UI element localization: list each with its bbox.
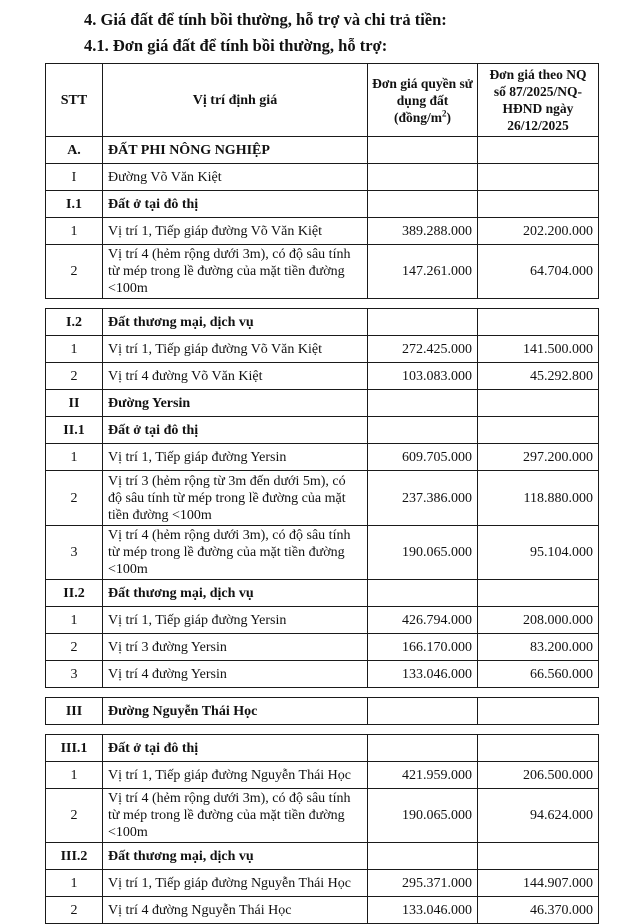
stt-cell: 1	[46, 444, 103, 471]
stt-cell: 3	[46, 661, 103, 688]
table-section-row	[46, 191, 599, 218]
location-cell: Vị trí 4 (hẻm rộng dưới 3m), có độ sâu tính từ mép trong lề đường của mặt tiền đường <100m	[103, 526, 368, 580]
land-use-price-cell: 190.065.000	[368, 526, 478, 580]
resolution-price-cell: 45.292.800	[478, 363, 599, 390]
table-gap-row	[46, 725, 599, 735]
stt-cell: 1	[46, 218, 103, 245]
stt-cell: II.1	[46, 417, 103, 444]
table-section-row	[46, 735, 599, 762]
subsection-heading: 4.1. Đơn giá đất để tính bồi thường, hỗ trợ:	[84, 36, 388, 55]
land-use-price-cell: 421.959.000	[368, 762, 478, 789]
land-use-price-cell	[368, 390, 478, 417]
stt-cell: I.1	[46, 191, 103, 218]
stt-cell: 3	[46, 526, 103, 580]
resolution-price-cell	[478, 698, 599, 725]
table-row	[46, 789, 599, 843]
section-heading: 4. Giá đất để tính bồi thường, hỗ trợ và chi trả tiền:	[84, 10, 447, 29]
stt-cell: 1	[46, 762, 103, 789]
location-cell: Vị trí 4 (hẻm rộng dưới 3m), có độ sâu tính từ mép trong lề đường của mặt tiền đường <100m	[103, 789, 368, 843]
location-cell: Vị trí 1, Tiếp giáp đường Yersin	[103, 444, 368, 471]
resolution-price-cell: 83.200.000	[478, 634, 599, 661]
land-use-price-cell: 237.386.000	[368, 471, 478, 526]
land-use-price-cell	[368, 164, 478, 191]
resolution-price-cell: 141.500.000	[478, 336, 599, 363]
header-stt: STT	[46, 64, 103, 137]
resolution-price-cell	[478, 735, 599, 762]
location-cell: Vị trí 3 đường Yersin	[103, 634, 368, 661]
table-row	[46, 164, 599, 191]
header-price-unit-close: )	[446, 109, 451, 125]
table-row	[46, 526, 599, 580]
table-header-row	[46, 64, 599, 137]
location-cell: ĐẤT PHI NÔNG NGHIỆP	[103, 137, 368, 164]
resolution-price-cell	[478, 417, 599, 444]
resolution-price-cell	[478, 843, 599, 870]
location-cell: Vị trí 4 đường Võ Văn Kiệt	[103, 363, 368, 390]
land-use-price-cell: 426.794.000	[368, 607, 478, 634]
resolution-price-cell	[478, 390, 599, 417]
location-cell: Vị trí 1, Tiếp giáp đường Võ Văn Kiệt	[103, 336, 368, 363]
stt-cell: II.2	[46, 580, 103, 607]
table-section-row	[46, 309, 599, 336]
table-gap-row	[46, 688, 599, 698]
table-gap-row	[46, 299, 599, 309]
location-cell: Vị trí 4 (hẻm rộng dưới 3m), có độ sâu tính từ mép trong lề đường của mặt tiền đường <100m	[103, 245, 368, 299]
location-cell: Đất thương mại, dịch vụ	[103, 580, 368, 607]
location-cell: Đất thương mại, dịch vụ	[103, 309, 368, 336]
land-use-price-cell: 295.371.000	[368, 870, 478, 897]
land-use-price-cell: 103.083.000	[368, 363, 478, 390]
resolution-price-cell	[478, 580, 599, 607]
stt-cell: 2	[46, 245, 103, 299]
stt-cell: A.	[46, 137, 103, 164]
table-body	[46, 137, 599, 924]
land-use-price-cell: 147.261.000	[368, 245, 478, 299]
location-cell: Đất ở tại đô thị	[103, 735, 368, 762]
resolution-price-cell	[478, 309, 599, 336]
land-use-price-cell: 166.170.000	[368, 634, 478, 661]
location-cell: Vị trí 4 đường Nguyễn Thái Học	[103, 897, 368, 924]
table-row	[46, 245, 599, 299]
table-row	[46, 897, 599, 924]
stt-cell: I.2	[46, 309, 103, 336]
location-cell: Vị trí 3 (hẻm rộng từ 3m đến dưới 5m), có độ sâu tính từ mép trong lề đường của mặt tiền đường <100m	[103, 471, 368, 526]
table-section-row	[46, 698, 599, 725]
header-location: Vị trí định giá	[103, 64, 368, 137]
header-price-resolution: Đơn giá theo NQ số 87/2025/NQ-HĐND ngày 26/12/2025	[478, 64, 599, 137]
resolution-price-cell: 297.200.000	[478, 444, 599, 471]
resolution-price-cell: 95.104.000	[478, 526, 599, 580]
location-cell: Đất ở tại đô thị	[103, 417, 368, 444]
table-row	[46, 444, 599, 471]
resolution-price-cell: 202.200.000	[478, 218, 599, 245]
resolution-price-cell: 206.500.000	[478, 762, 599, 789]
land-use-price-cell	[368, 580, 478, 607]
table-gap-cell	[46, 299, 599, 309]
land-use-price-cell	[368, 735, 478, 762]
land-price-table	[45, 63, 599, 924]
resolution-price-cell	[478, 191, 599, 218]
stt-cell: 2	[46, 363, 103, 390]
table-row	[46, 218, 599, 245]
table-section-row	[46, 843, 599, 870]
table-gap-cell	[46, 688, 599, 698]
resolution-price-cell: 94.624.000	[478, 789, 599, 843]
stt-cell: 2	[46, 789, 103, 843]
resolution-price-cell: 208.000.000	[478, 607, 599, 634]
land-use-price-cell	[368, 191, 478, 218]
stt-cell: 2	[46, 471, 103, 526]
table-row	[46, 363, 599, 390]
land-use-price-cell	[368, 137, 478, 164]
table-section-row	[46, 417, 599, 444]
land-use-price-cell: 389.288.000	[368, 218, 478, 245]
table-row	[46, 762, 599, 789]
land-use-price-cell: 190.065.000	[368, 789, 478, 843]
stt-cell: I	[46, 164, 103, 191]
stt-cell: 1	[46, 607, 103, 634]
table-section-row	[46, 580, 599, 607]
table-row	[46, 336, 599, 363]
location-cell: Vị trí 1, Tiếp giáp đường Võ Văn Kiệt	[103, 218, 368, 245]
resolution-price-cell: 66.560.000	[478, 661, 599, 688]
resolution-price-cell: 46.370.000	[478, 897, 599, 924]
land-use-price-cell: 133.046.000	[368, 897, 478, 924]
stt-cell: 1	[46, 336, 103, 363]
land-use-price-cell	[368, 843, 478, 870]
table-gap-cell	[46, 725, 599, 735]
resolution-price-cell	[478, 137, 599, 164]
location-cell: Đất thương mại, dịch vụ	[103, 843, 368, 870]
resolution-price-cell: 144.907.000	[478, 870, 599, 897]
location-cell: Vị trí 1, Tiếp giáp đường Nguyễn Thái Học	[103, 762, 368, 789]
location-cell: Vị trí 4 đường Yersin	[103, 661, 368, 688]
stt-cell: III.2	[46, 843, 103, 870]
stt-cell: III	[46, 698, 103, 725]
location-cell: Đất ở tại đô thị	[103, 191, 368, 218]
table-row	[46, 870, 599, 897]
location-cell: Đường Nguyễn Thái Học	[103, 698, 368, 725]
land-use-price-cell	[368, 309, 478, 336]
land-use-price-cell: 609.705.000	[368, 444, 478, 471]
table-row	[46, 471, 599, 526]
land-use-price-cell	[368, 698, 478, 725]
header-price-land-use	[368, 64, 478, 137]
resolution-price-cell: 64.704.000	[478, 245, 599, 299]
header-price-unit-superscript: 2	[442, 108, 447, 118]
location-cell: Vị trí 1, Tiếp giáp đường Yersin	[103, 607, 368, 634]
stt-cell: III.1	[46, 735, 103, 762]
resolution-price-cell	[478, 164, 599, 191]
header-price-land-use-text: Đơn giá quyền sử dụng đất (đồng/m	[372, 75, 473, 125]
table-row	[46, 634, 599, 661]
land-use-price-cell	[368, 417, 478, 444]
resolution-price-cell: 118.880.000	[478, 471, 599, 526]
table-section-row	[46, 390, 599, 417]
location-cell: Đường Võ Văn Kiệt	[103, 164, 368, 191]
table-row	[46, 607, 599, 634]
table-row	[46, 661, 599, 688]
location-cell: Đường Yersin	[103, 390, 368, 417]
stt-cell: 1	[46, 870, 103, 897]
location-cell: Vị trí 1, Tiếp giáp đường Nguyễn Thái Học	[103, 870, 368, 897]
stt-cell: II	[46, 390, 103, 417]
table-section-row	[46, 137, 599, 164]
land-use-price-cell: 272.425.000	[368, 336, 478, 363]
stt-cell: 2	[46, 634, 103, 661]
stt-cell: 2	[46, 897, 103, 924]
land-use-price-cell: 133.046.000	[368, 661, 478, 688]
